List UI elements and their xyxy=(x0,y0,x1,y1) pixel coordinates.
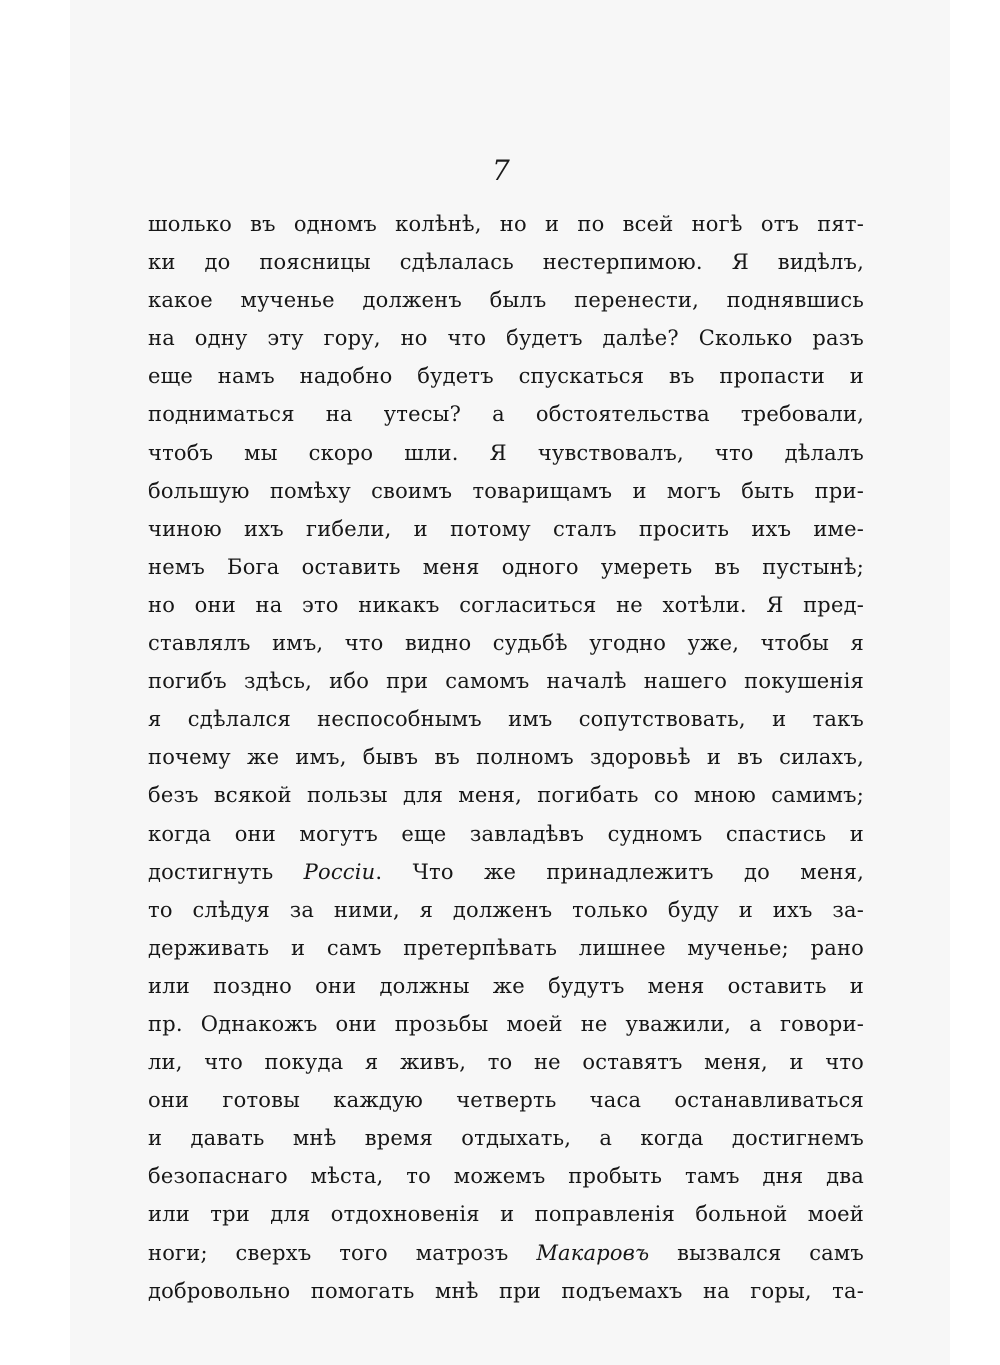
text-line: безопаснаго мѣста, то можемъ пробыть тамъ дня два xyxy=(148,1164,864,1189)
text-line: добровольно помогать мнѣ при подъемахъ на горы, та- xyxy=(148,1278,864,1303)
text-line: чиною ихъ гибели, и потому сталъ просить ихъ име- xyxy=(148,516,864,541)
text-line: погибъ здѣсь, ибо при самомъ началѣ нашего покушенія xyxy=(148,669,864,694)
text-line: чтобъ мы скоро шли. Я чувствовалъ, что дѣлалъ xyxy=(148,440,864,465)
text-line: я сдѣлался неспособнымъ имъ сопутствовать, и такъ xyxy=(148,707,864,732)
text-line: еще намъ надобно будетъ спускаться въ пропасти и xyxy=(148,364,864,389)
text-line: и давать мнѣ время отдыхать, а когда достигнемъ xyxy=(148,1126,864,1151)
italic-name: Макаровъ xyxy=(536,1240,650,1265)
text-line: почему же имъ, бывъ въ полномъ здоровьѣ и въ силахъ, xyxy=(148,745,864,770)
text-line: но они на это никакъ согласиться не хотѣли. Я пред- xyxy=(148,592,864,617)
text-line: подниматься на утесы? а обстоятельства требовали, xyxy=(148,402,864,427)
text-line: большую помѣху своимъ товарищамъ и могъ быть при- xyxy=(148,478,864,503)
text-line: или поздно они должны же будутъ меня оставить и xyxy=(148,973,864,998)
text-line: какое мученье долженъ былъ перенести, поднявшись xyxy=(148,288,864,313)
text-line: безъ всякой пользы для меня, погибать со мною самимъ; xyxy=(148,783,864,808)
body-text xyxy=(148,205,864,1310)
text-line: ки до поясницы сдѣлалась нестерпимою. Я видѣлъ, xyxy=(148,250,864,275)
text-line: держивать и самъ претерпѣвать лишнее мученье; рано xyxy=(148,935,864,960)
text-line: пр. Однакожъ они прозьбы моей не уважили, а говори- xyxy=(148,1011,864,1036)
text-line: на одну эту гору, но что будетъ далѣе? Сколько разъ xyxy=(148,326,864,351)
text-line: ноги; сверхъ того матрозъ Макаровъ вызвался самъ xyxy=(148,1240,864,1265)
text-line: ставлялъ имъ, что видно судьбѣ угодно уже, чтобы я xyxy=(148,631,864,656)
text-line: достигнуть Россіи. Что же принадлежитъ до меня, xyxy=(148,859,864,884)
text-line: или три для отдохновенія и поправленія больной моей xyxy=(148,1202,864,1227)
text-line: ли, что покуда я живъ, то не оставятъ меня, и что xyxy=(148,1050,864,1075)
text-line: они готовы каждую четверть часа останавливаться xyxy=(148,1088,864,1113)
italic-name: Россіи xyxy=(303,859,376,884)
text-line: шолько въ одномъ колѣнѣ, но и по всей ногѣ отъ пят- xyxy=(148,212,864,236)
text-line: то слѣдуя за ними, я долженъ только буду и ихъ за- xyxy=(148,897,864,922)
text-line: когда они могутъ еще завладѣвъ судномъ спастись и xyxy=(148,821,864,846)
text-line: немъ Бога оставить меня одного умереть въ пустынѣ; xyxy=(148,554,864,579)
page-number: 7 xyxy=(492,154,510,187)
